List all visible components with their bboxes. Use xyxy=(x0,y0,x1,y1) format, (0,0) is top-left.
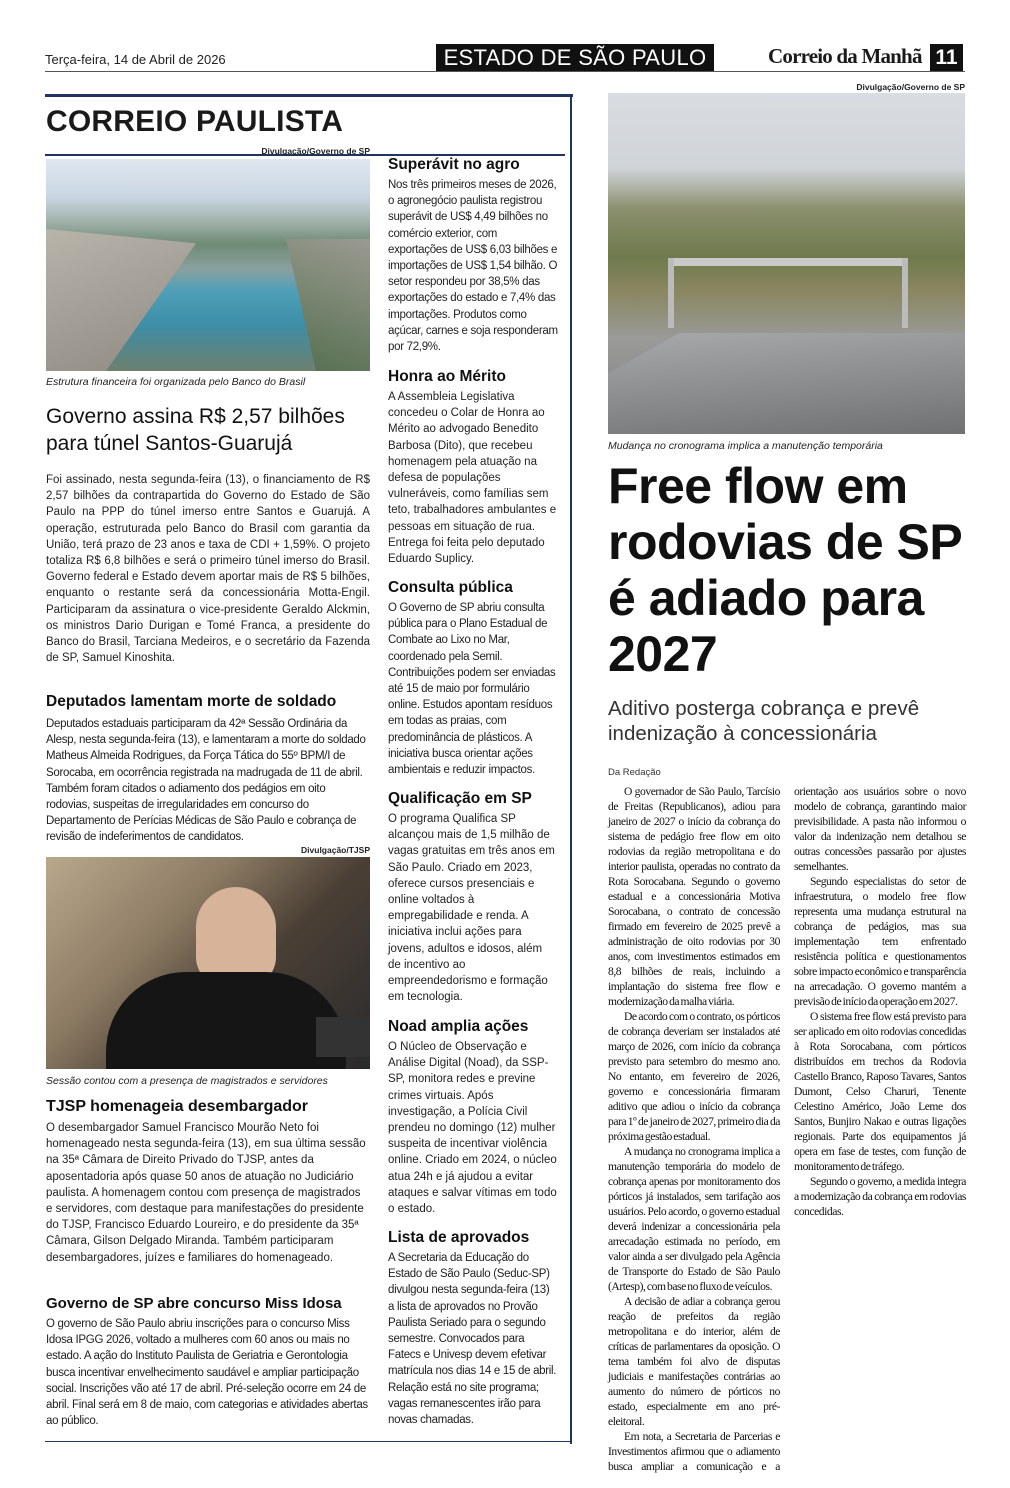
article-paragraph: A decisão de adiar a cobrança gerou reação de prefeitos da região metropolitana e do interior, além de críticas de parlamentares da oposição. O tema também foi alvo de disputas judiciais e manifestações contrárias ao aumento do número de pórticos no estado, especialmente em ano pré-eleitoral. xyxy=(608,1295,780,1428)
edition-date: Terça-feira, 14 de Abril de 2026 xyxy=(45,52,226,67)
photo-caption: Mudança no cronograma implica a manutenção temporária xyxy=(608,440,883,452)
article-paragraph: O sistema free flow está previsto para ser aplicado em oito rodovias concedidas à Rota Sorocabana, com pórticos distribuídos em trechos da Rodovia Castello Branco, Raposo Tavares, Santos Dumont, Celso Charuri, Tenente Celestino Américo, João Leme dos Santos, Bunjiro Nakao e outras ligações regionais. Parte dos equipamentos já opera em fase de testes, com função de monitoramento de tráfego. xyxy=(794,1010,966,1173)
brief-agro xyxy=(388,156,558,355)
article-paragraph: Em nota, a Secretaria de Parcerias e Investimentos afirmou que o adiamento busca ampliar a comunicação e a orientação aos usuários sobre o novo modelo de cobrança, garantindo maior previsibilidade. A pasta não informou o valor da indenização nem detalhou se outras concessões passarão por ajustes semelhantes. xyxy=(608,785,966,1473)
headline-deputados: Deputados lamentam morte de soldado xyxy=(46,693,337,710)
article-paragraph: Segundo o governo, a medida integra a modernização da cobrança em rodovias concedidas. xyxy=(794,1175,966,1218)
highway-gantry-photo xyxy=(608,93,965,434)
photo-credit: Divulgação/Governo de SP xyxy=(261,146,370,156)
brief-qualificacao xyxy=(388,790,558,1005)
byline: Da Redação xyxy=(608,767,661,778)
brief-body: O Núcleo de Observação e Análise Digital (Noad), da SSP-SP, monitora redes e previne crimes virtuais. Após investigação, a Polícia Civil prendeu no domingo (12) mulher suspeita de incentivar violência online. Criado em 2024, o núcleo atua 24h e já ajudou a evitar ataques e salvar vítimas em todo o estado. xyxy=(388,1041,557,1216)
photo-credit: Divulgação/Governo de SP xyxy=(856,82,965,92)
photo-caption: Sessão contou com a presença de magistrados e servidores xyxy=(46,1075,328,1087)
judge-photo xyxy=(46,857,370,1069)
newspaper-logo: Correio da Manhã xyxy=(768,44,922,68)
article-paragraph: Segundo especialistas do setor de infraestrutura, o modelo free flow representa uma mudança estrutural na cobrança de pedágios, mas sua implementação tem enfrentado resistência política e questionamentos sobre impacto econômico e transparência na arrecadação. O governo mantém a previsão de início da operação em 2027. xyxy=(794,875,966,1008)
port-aerial-photo xyxy=(46,159,370,371)
section-label: ESTADO DE SÃO PAULO xyxy=(436,44,714,71)
article-miss-idosa-body: O governo de São Paulo abriu inscrições para o concurso Miss Idosa IPGG 2026, voltado a mulheres com 60 anos ou mais no estado. A ação do Instituto Paulista de Geriatria e Gerontologia busca incentivar envelhecimento saudável e ampliar participação social. Inscrições vão até 17 de abril. Pré-seleção ocorre em 24 de abril. Final será em 8 de maio, com categorias e atividades abertas ao público. xyxy=(46,1318,368,1428)
column-frame-bottom xyxy=(45,1441,572,1442)
brief-aprovados xyxy=(388,1229,558,1428)
photo-caption: Estrutura financeira foi organizada pelo Banco do Brasil xyxy=(46,376,306,388)
main-article-body xyxy=(608,784,966,1484)
brief-honra xyxy=(388,368,558,567)
headline-tunnel: Governo assina R$ 2,57 bilhões para túnel Santos-Guarujá xyxy=(46,405,345,455)
brief-title: Noad amplia ações xyxy=(388,1018,529,1035)
brief-title: Lista de aprovados xyxy=(388,1229,530,1246)
headline-miss-idosa: Governo de SP abre concurso Miss Idosa xyxy=(46,1295,342,1312)
main-deck: Aditivo posterga cobrança e prevê indenização à concessionária xyxy=(608,697,920,745)
brief-title: Superávit no agro xyxy=(388,156,520,173)
brief-body: A Secretaria da Educação do Estado de São Paulo (Seduc-SP) divulgou nesta segunda-feira (13) a lista de aprovados no Provão Paulista Seriado para o segundo semestre. Convocados para Fatecs e Univesp devem efetivar matrícula nos dias 14 e 15 de abril. Relação está no site programa; vagas remanescentes irão para novas chamadas. xyxy=(388,1252,557,1427)
brief-body: A Assembleia Legislativa concedeu o Colar de Honra ao Mérito ao advogado Benedito Barbosa (Dito), que recebeu homenagem pela atuação na defesa de populações vulneráveis, como famílias sem teto, trabalhadores ambulantes e pessoas em situação de rua. Entrega foi feita pelo deputado Eduardo Suplicy. xyxy=(388,391,557,566)
brief-body: O Governo de SP abriu consulta pública para o Plano Estadual de Combate ao Lixo no Mar, coordenado pela Semil. Contribuições podem ser enviadas até 15 de maio por formulário online. Estudos apontam resíduos em todas as praias, com predominância de plásticos. A iniciativa busca orientar ações ambientais e reduzir impactos. xyxy=(388,602,556,777)
article-tjsp-body: O desembargador Samuel Francisco Mourão Neto foi homenageado nesta segunda-feira (13), em sua última sessão na 35ª Câmara de Direito Privado do TJSP, antes da aposentadoria após quase 50 anos de atuação no Judiciário paulista. A homenagem contou com presença de magistrados e servidores, com destaque para manifestações do presidente do TJSP, Francisco Eduardo Loureiro, e do presidente da 35ª Câmara, Gilson Delgado Miranda. Também participaram desembargadores, juízes e familiares do homenageado. xyxy=(46,1122,366,1264)
brief-consulta xyxy=(388,579,558,778)
brief-title: Honra ao Mérito xyxy=(388,368,506,385)
header-divider xyxy=(45,71,965,72)
brief-title: Consulta pública xyxy=(388,579,513,596)
page-number: 11 xyxy=(930,44,963,71)
photo-credit: Divulgação/TJSP xyxy=(301,845,370,855)
article-paragraph: O governador de São Paulo, Tarcísio de Freitas (Republicanos), adiou para janeiro de 2027 o início da cobrança do sistema de pedágio free flow em oito rodovias da região metropolitana e do interior paulista, operadas no contrato da Rota Sorocabana. Segundo o governo estadual e a concessionária Motiva Sorocabana, o contrato de concessão firmado em fevereiro de 2025 prevê a administração de oito rodovias por 30 anos, com investimentos estimados em 8,8 bilhões de reais, incluindo a implantação do sistema free flow e modernização da malha viária. xyxy=(608,785,780,1008)
article-tunnel-body: Foi assinado, nesta segunda-feira (13), o financiamento de R$ 2,57 bilhões da contrapartida do Governo do Estado de São Paulo na PPP do túnel imerso entre Santos e Guarujá. A operação, estruturada pelo Banco do Brasil com garantia da União, terá prazo de 23 anos e taxa de CDI + 1,59%. O projeto totaliza R$ 6,8 bilhões e será o primeiro túnel imerso do Brasil. Governo federal e Estado devem aportar mais de R$ 5 bilhões, enquanto o restante será da concessionária Motta-Engil. Participaram da assinatura o vice-presidente Geraldo Alckmin, os ministros Dario Durigan e Tomé Franca, a presidente do Banco do Brasil, Tarciana Medeiros, e o secretário da Fazenda de SP, Samuel Kinoshita. xyxy=(46,474,370,665)
column-frame-right xyxy=(570,94,572,1444)
main-headline: Free flow em rodovias de SP é adiado para 2027 xyxy=(608,458,962,682)
article-deputados-body: Deputados estaduais participaram da 42ª Sessão Ordinária da Alesp, nesta segunda-feira (13), e lamentaram a morte do soldado Matheus Almeida Rodrigues, da Força Tática do 55º BPM/I de Sorocaba, em ocorrência registrada na madrugada de 11 de abril. Também foram citados o adiamento dos pedágios em oito rodovias, suspeitas de irregularidades em concurso do Departamento de Perícias Médicas de São Paulo e cobrança de revisão de indeferimentos de candidatos. xyxy=(46,718,366,844)
article-paragraph: A mudança no cronograma implica a manutenção temporária do modelo de cobrança apenas por monitoramento dos pórticos já instalados, sem tarifação aos usuários. Pelo acordo, o governo estadual deverá indenizar a concessionária pela arrecadação estimada no período, em valor ainda a ser divulgado pela Agência de Transporte do Estado de São Paulo (Artesp), com base no fluxo de veículos. xyxy=(608,1145,780,1293)
article-paragraph: De acordo com o contrato, os pórticos de cobrança deveriam ser instalados até março de 2026, com início da cobrança previsto para setembro do mesmo ano. No entanto, em fevereiro de 2026, governo e concessionária firmaram aditivo que adiou o início da cobrança para 1º de janeiro de 2027, primeiro dia da próxima gestão estadual. xyxy=(608,1010,780,1143)
brief-title: Qualificação em SP xyxy=(388,790,532,807)
brief-body: O programa Qualifica SP alcançou mais de 1,5 milhão de vagas gratuitas em três anos em São Paulo. Criado em 2023, oferece cursos presenciais e online voltados à empregabilidade e renda. A iniciativa inclui ações para jovens, adultos e idosos, além de incentivo ao empreendedorismo e formação em tecnologia. xyxy=(388,813,555,1004)
column-title: CORREIO PAULISTA xyxy=(46,105,344,138)
column-frame-top xyxy=(45,94,573,97)
brief-body: Nos três primeiros meses de 2026, o agronegócio paulista registrou superávit de US$ 4,49 bilhões no comércio exterior, com exportações de US$ 6,03 bilhões e importações de US$ 1,54 bilhão. O setor respondeu por 38,5% das exportações do estado e 7,4% das importações. Produtos como açúcar, carnes e soja responderam por 72,9%. xyxy=(388,179,558,354)
brief-noad xyxy=(388,1018,558,1217)
headline-tjsp: TJSP homenageia desembargador xyxy=(46,1098,309,1115)
